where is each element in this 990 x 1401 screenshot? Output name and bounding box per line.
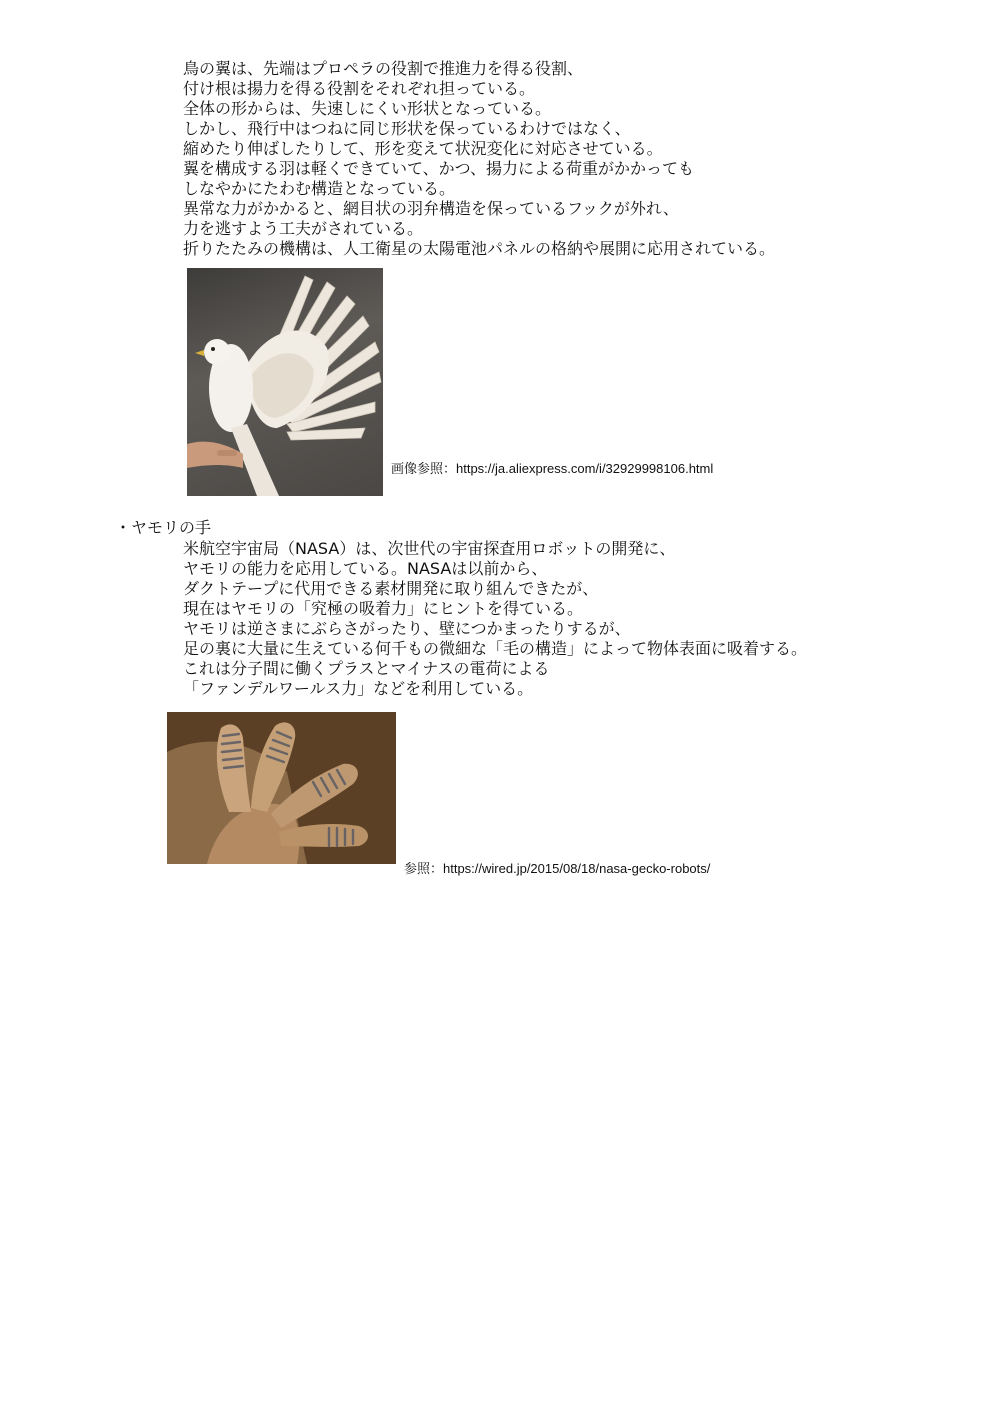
paragraph-line: 現在はヤモリの「究極の吸着力」にヒントを得ている。 bbox=[183, 599, 584, 618]
paragraph-line: 異常な力がかかると、網目状の羽弁構造を保っているフックが外れ、 bbox=[183, 199, 679, 218]
paragraph-line: 翼を構成する羽は軽くできていて、かつ、揚力による荷重がかかっても bbox=[183, 159, 695, 178]
paragraph-line: これは分子間に働くプラスとマイナスの電荷による bbox=[183, 659, 550, 678]
paragraph-line: 足の裏に大量に生えている何千もの微細な「毛の構造」によって物体表面に吸着する。 bbox=[183, 639, 808, 658]
gecko-paragraph bbox=[183, 539, 807, 699]
gecko-image-caption: 参照：https://wired.jp/2015/08/18/nasa-gecko-robots/ bbox=[404, 861, 711, 876]
bird-wing-photo bbox=[187, 268, 383, 496]
paragraph-line: 付け根は揚力を得る役割をそれぞれ担っている。 bbox=[183, 79, 536, 98]
paragraph-line: ダクトテープに代用できる素材開発に取り組んできたが、 bbox=[183, 579, 599, 598]
gecko-foot-photo bbox=[167, 712, 396, 864]
paragraph-line: ヤモリの能力を応用している。NASAは以前から、 bbox=[183, 559, 548, 578]
paragraph-line: ヤモリは逆さまにぶらさがったり、壁につかまったりするが、 bbox=[183, 619, 631, 638]
paragraph-line: 力を逃すよう工夫がされている。 bbox=[183, 219, 424, 238]
paragraph-line: 全体の形からは、失速しにくい形状となっている。 bbox=[183, 99, 552, 118]
paragraph-line: 「ファンデルワールス力」などを利用している。 bbox=[183, 679, 534, 698]
bird-illustration bbox=[187, 268, 383, 496]
paragraph-line: 折りたたみの機構は、人工衛星の太陽電池パネルの格納や展開に応用されている。 bbox=[183, 239, 776, 258]
paragraph-line: 縮めたり伸ばしたりして、形を変えて状況変化に対応させている。 bbox=[183, 139, 663, 158]
paragraph-line: 鳥の翼は、先端はプロペラの役割で推進力を得る役割、 bbox=[183, 59, 584, 78]
bird-wing-paragraph bbox=[183, 59, 775, 259]
bird-image-caption: 画像参照：https://ja.aliexpress.com/i/32929998106.html bbox=[391, 461, 714, 476]
gecko-illustration bbox=[167, 712, 396, 864]
paragraph-line: 米航空宇宙局（NASA）は、次世代の宇宙探査用ロボットの開発に、 bbox=[183, 539, 676, 558]
paragraph-line: しかし、飛行中はつねに同じ形状を保っているわけではなく、 bbox=[183, 119, 631, 138]
gecko-section-heading: ・ヤモリの手 bbox=[115, 518, 212, 537]
paragraph-line: しなやかにたわむ構造となっている。 bbox=[183, 179, 456, 198]
